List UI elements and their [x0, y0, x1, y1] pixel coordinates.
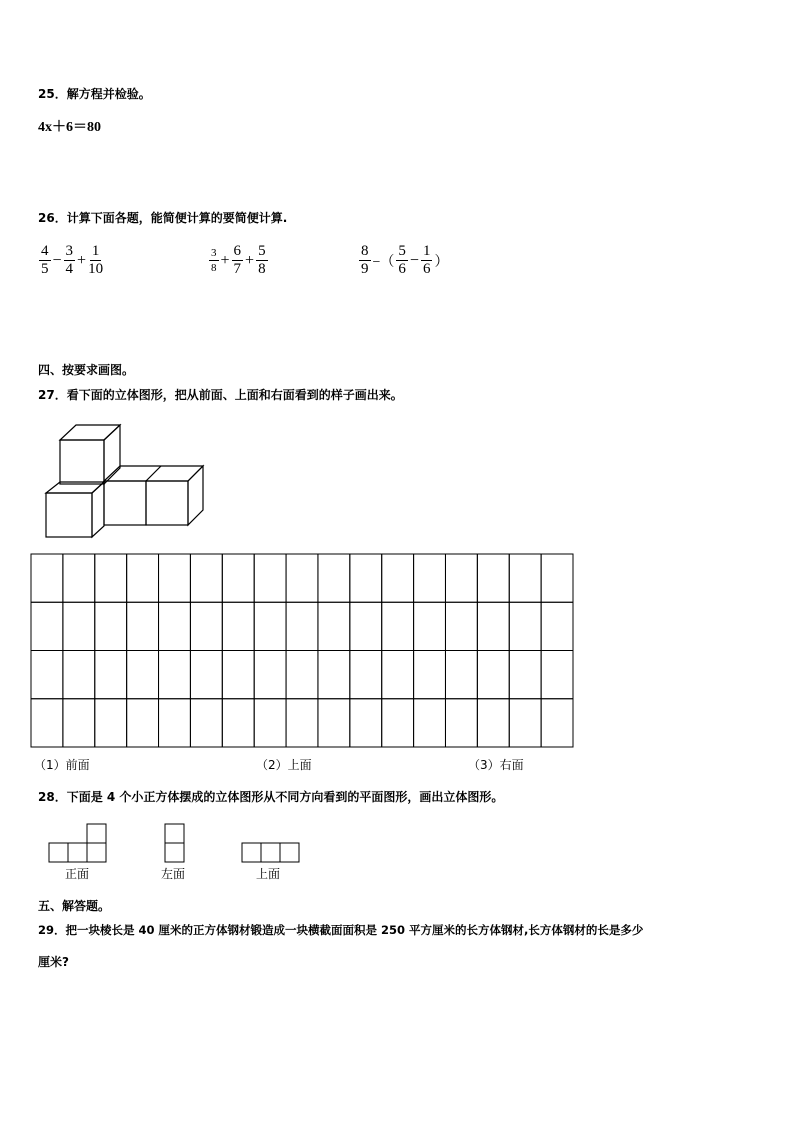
- grid-cell: [222, 554, 254, 602]
- grid-cell: [414, 699, 446, 747]
- operator: ）: [434, 254, 449, 270]
- grid-cell: [127, 651, 159, 699]
- grid-cell: [95, 651, 127, 699]
- grid-cell: [190, 554, 222, 602]
- grid-cell: [477, 651, 509, 699]
- view-label-top: 上面: [256, 867, 281, 881]
- grid-cell: [159, 554, 191, 602]
- grid-cell: [414, 602, 446, 650]
- front-view-shape: [48, 822, 110, 864]
- grid-cell: [541, 554, 573, 602]
- grid-cell: [414, 651, 446, 699]
- grid-cell: [541, 602, 573, 650]
- grid-cell: [477, 699, 509, 747]
- fraction: $\frac{8}{9}$: [361, 243, 369, 277]
- grid-cell: [318, 699, 350, 747]
- operator: +: [245, 251, 255, 269]
- fraction: $\frac{3}{4}$: [65, 243, 74, 277]
- fraction: $\frac{5}{6}$: [398, 243, 406, 277]
- grid-cell: [318, 651, 350, 699]
- grid-cell: [286, 651, 318, 699]
- grid-label-front: （1）前面: [34, 758, 90, 772]
- q29-line2: 厘米?: [38, 955, 69, 969]
- grid-cell: [254, 602, 286, 650]
- left-view-shape: [162, 822, 188, 864]
- section4-title: 四、按要求画图。: [38, 363, 135, 377]
- q26-title: 26．计算下面各题，能简便计算的要简便计算.: [38, 211, 288, 225]
- q28-title: 28．下面是 4 个小正方体摆成的立体图形从不同方向看到的平面图形，画出立体图形。: [38, 790, 504, 804]
- grid-cell: [509, 554, 541, 602]
- grid-cell: [95, 602, 127, 650]
- grid-cell: [382, 602, 414, 650]
- fraction: $\frac{4}{5}$: [41, 243, 49, 277]
- grid-cell: [190, 651, 222, 699]
- cube-figure: [40, 420, 210, 542]
- grid-cell: [127, 602, 159, 650]
- q25-title: 25．解方程并检验。: [38, 87, 151, 101]
- grid-cell: [445, 699, 477, 747]
- grid-cell: [509, 651, 541, 699]
- fraction: $\frac{1}{6}$: [422, 243, 431, 277]
- operator: +: [220, 251, 230, 269]
- grid-cell: [318, 554, 350, 602]
- grid-cell: [127, 554, 159, 602]
- grid-cell: [63, 699, 95, 747]
- fraction: $\frac{3}{8}$: [211, 247, 217, 274]
- grid-label-top: （2）上面: [256, 758, 312, 772]
- grid-cell: [350, 651, 382, 699]
- grid-cell: [509, 602, 541, 650]
- grid-cell: [350, 699, 382, 747]
- operator: +: [77, 251, 87, 269]
- grid-cell: [190, 699, 222, 747]
- grid-cell: [222, 651, 254, 699]
- grid-cell: [445, 602, 477, 650]
- grid-cell: [95, 699, 127, 747]
- q26-expression-3: [358, 243, 449, 278]
- grid-cell: [31, 651, 63, 699]
- grid-cell: [222, 602, 254, 650]
- q26-expression-1: [38, 243, 104, 278]
- grid-cell: [63, 651, 95, 699]
- grid-cell: [318, 602, 350, 650]
- drawing-grid: [30, 553, 574, 748]
- grid-cell: [414, 554, 446, 602]
- q26-expression-2: [208, 243, 269, 278]
- operator: −: [52, 251, 62, 269]
- grid-cell: [63, 554, 95, 602]
- grid-cell: [254, 651, 286, 699]
- section5-title: 五、解答题。: [38, 899, 111, 913]
- grid-cell: [541, 699, 573, 747]
- grid-cell: [445, 651, 477, 699]
- grid-cell: [31, 554, 63, 602]
- grid-cell: [159, 651, 191, 699]
- grid-cell: [350, 554, 382, 602]
- grid-cell: [63, 602, 95, 650]
- grid-cell: [477, 554, 509, 602]
- grid-cell: [254, 699, 286, 747]
- grid-cell: [286, 554, 318, 602]
- view-label-left: 左面: [161, 867, 186, 881]
- fraction: $\frac{5}{8}$: [258, 243, 266, 277]
- grid-cell: [509, 699, 541, 747]
- grid-cell: [190, 602, 222, 650]
- grid-cell: [31, 699, 63, 747]
- top-view-shape: [240, 840, 304, 864]
- grid-cell: [222, 699, 254, 747]
- grid-cell: [254, 554, 286, 602]
- q29-line1: 29．把一块棱长是 40 厘米的正方体钢材锻造成一块横截面面积是 250 平方厘米的长方体钢材,长方体钢材的长是多少: [38, 923, 644, 937]
- grid-cell: [95, 554, 127, 602]
- grid-cell: [477, 602, 509, 650]
- operator: −: [409, 251, 419, 269]
- grid-cell: [286, 602, 318, 650]
- q27-title: 27．看下面的立体图形，把从前面、上面和右面看到的样子画出来。: [38, 388, 403, 402]
- operator: −（: [372, 254, 395, 270]
- grid-cell: [159, 602, 191, 650]
- grid-cell: [286, 699, 318, 747]
- grid-cell: [382, 554, 414, 602]
- fraction: $\frac{1}{10}$: [88, 243, 104, 277]
- grid-cell: [445, 554, 477, 602]
- grid-cell: [31, 602, 63, 650]
- grid-cell: [382, 699, 414, 747]
- grid-cell: [541, 651, 573, 699]
- grid-cell: [159, 699, 191, 747]
- grid-cell: [127, 699, 159, 747]
- grid-cell: [382, 651, 414, 699]
- q25-equation: 4x＋6＝80: [38, 120, 101, 135]
- grid-label-right: （3）右面: [468, 758, 524, 772]
- grid-cell: [350, 602, 382, 650]
- view-label-front: 正面: [65, 867, 90, 881]
- fraction: $\frac{6}{7}$: [233, 243, 242, 277]
